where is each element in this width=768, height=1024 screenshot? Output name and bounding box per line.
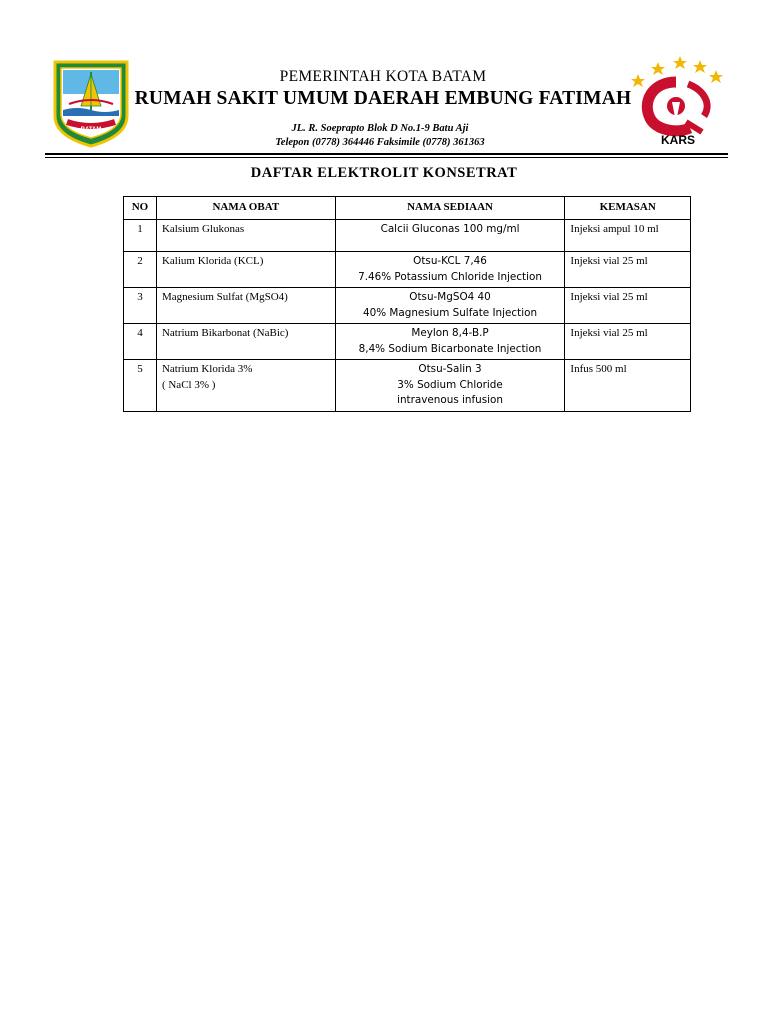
header-divider-thin [45, 157, 728, 158]
preparation-line: Meylon 8,4-B.P [411, 327, 489, 339]
drug-name-line: Kalsium Glukonas [161, 223, 245, 235]
address-block [175, 122, 585, 150]
header-drug-name: NAMA OBAT [156, 197, 335, 220]
preparation-line: Otsu-Salin 3 [418, 363, 482, 375]
header-divider-thick [45, 153, 728, 155]
packaging: Injeksi ampul 10 ml [565, 220, 691, 252]
header-no: NO [124, 197, 157, 220]
drug-name [156, 324, 335, 360]
preparation-line: Calcii Gluconas 100 mg/ml [380, 223, 520, 235]
packaging: Infus 500 ml [565, 360, 691, 412]
row-number: 2 [124, 252, 157, 288]
packaging: Injeksi vial 25 ml [565, 252, 691, 288]
preparation-line: 8,4% Sodium Bicarbonate Injection [358, 342, 542, 355]
preparation-line: Otsu-KCL 7,46 [413, 255, 487, 267]
preparation [335, 360, 565, 412]
kars-label: KARS [660, 133, 696, 147]
drug-name-line: ( NaCl 3% ) [161, 378, 216, 391]
hospital-name: RUMAH SAKIT UMUM DAERAH EMBUNG FATIMAH [134, 88, 632, 109]
row-number: 5 [124, 360, 157, 412]
drug-name [156, 252, 335, 288]
drug-name-line: Natrium Bikarbonat (NaBic) [161, 327, 289, 339]
table-header-row [124, 197, 691, 220]
letterhead [128, 68, 638, 110]
preparation-line: 3% Sodium Chloride [397, 378, 503, 391]
drug-name-line: Magnesium Sulfat (MgSO4) [161, 291, 288, 303]
preparation [335, 324, 565, 360]
preparation-line: Otsu-MgSO4 40 [409, 291, 491, 303]
table-row [124, 360, 691, 412]
contact-line: Telepon (0778) 364446 Faksimile (0778) 361363 [275, 137, 485, 148]
star-icon [631, 56, 723, 87]
row-number: 4 [124, 324, 157, 360]
table-row [124, 324, 691, 360]
drug-name [156, 220, 335, 252]
address-line: JL. R. Soeprapto Blok D No.1-9 Batu Aji [291, 123, 469, 134]
drug-name-line: Natrium Klorida 3% [161, 363, 253, 375]
packaging: Injeksi vial 25 ml [565, 288, 691, 324]
emblem-text: BATAM [80, 127, 102, 133]
document-title: DAFTAR ELEKTROLIT KONSETRAT [250, 165, 518, 181]
table-row [124, 220, 691, 252]
table-row [124, 252, 691, 288]
batam-city-emblem-icon [51, 58, 131, 148]
kars-accreditation-icon [628, 52, 728, 148]
drug-name-line: Kalium Klorida (KCL) [161, 255, 264, 267]
row-number: 1 [124, 220, 157, 252]
electrolyte-table [123, 196, 691, 412]
drug-name [156, 360, 335, 412]
header-packaging: KEMASAN [565, 197, 691, 220]
preparation [335, 220, 565, 252]
preparation-line: 40% Magnesium Sulfate Injection [363, 306, 538, 319]
table-row [124, 288, 691, 324]
drug-name [156, 288, 335, 324]
preparation-line: 7.46% Potassium Chloride Injection [358, 270, 542, 283]
government-name: PEMERINTAH KOTA BATAM [279, 68, 487, 85]
header-preparation: NAMA SEDIAAN [335, 197, 565, 220]
preparation [335, 252, 565, 288]
preparation-line: intravenous infusion [397, 394, 503, 406]
preparation [335, 288, 565, 324]
packaging: Injeksi vial 25 ml [565, 324, 691, 360]
row-number: 3 [124, 288, 157, 324]
